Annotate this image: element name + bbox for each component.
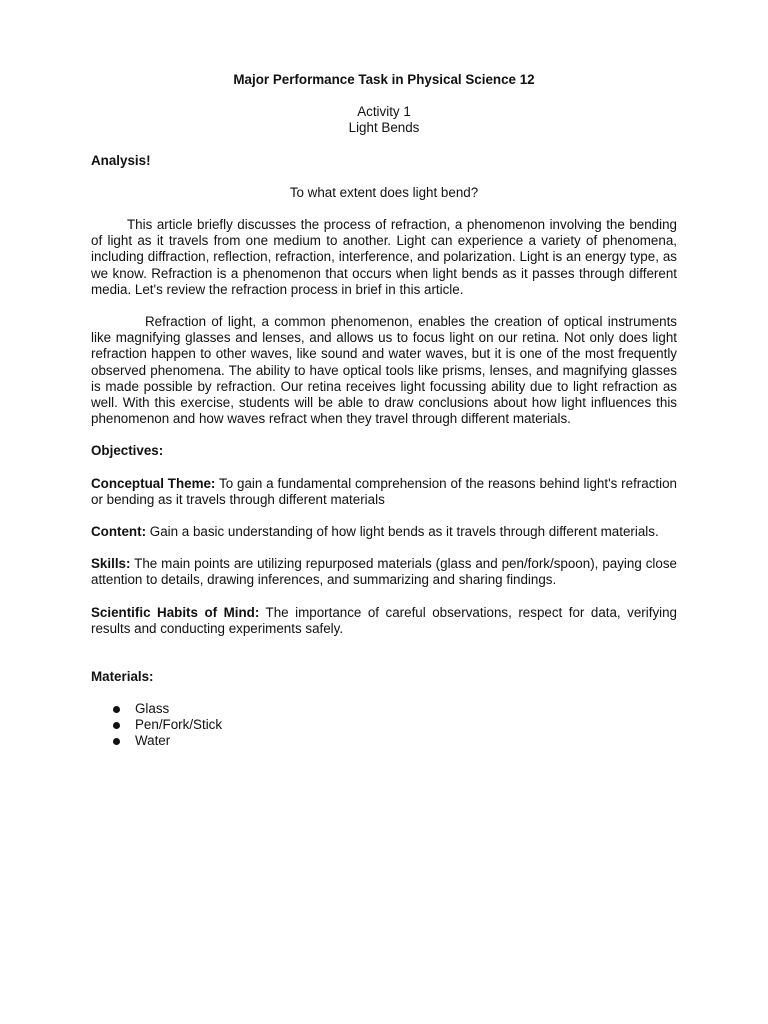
- document-content: [91, 72, 677, 749]
- objective-content: [91, 524, 677, 540]
- activity-name: Light Bends: [348, 120, 420, 136]
- analysis-heading: Analysis!: [91, 152, 151, 168]
- bullet-icon: [113, 738, 120, 745]
- objective-habits-of-mind: [91, 605, 677, 637]
- objective-text: The importance of careful observations, respect for data, verifying results and conducting experiments safely.: [91, 604, 678, 636]
- objective-text: Gain a basic understanding of how light bends as it travels through different materials.: [149, 524, 659, 540]
- bullet-icon: [113, 706, 120, 713]
- materials-heading: Materials:: [91, 669, 154, 685]
- objective-label: Conceptual Theme:: [91, 475, 216, 491]
- materials-list: [91, 701, 677, 749]
- list-item: [91, 733, 677, 749]
- objective-conceptual-theme: [91, 476, 677, 508]
- material-label: Glass: [135, 701, 170, 717]
- objective-text: The main points are utilizing repurposed materials (glass and pen/fork/spoon), paying close attention to details, drawing inferences, and summarizing and sharing findings.: [91, 556, 677, 588]
- paragraph-intro: This article briefly discusses the process of refraction, a phenomenon involving the bending of light as it travels from one medium to another. Light can experience a variety of phenomena, including diffraction, reflection, refraction, interference, and polarization. Light is an energy type, as we know. Refraction is a phenomenon that occurs when light bends as it passes through different media. Let's review the refraction process in brief in this article.: [91, 217, 677, 297]
- list-item: [91, 701, 677, 717]
- list-item: [91, 717, 677, 733]
- objectives-heading: Objectives:: [91, 443, 164, 459]
- material-label: Pen/Fork/Stick: [135, 717, 223, 733]
- material-label: Water: [135, 733, 171, 749]
- objective-text: To gain a fundamental comprehension of the reasons behind light's refraction or bending as it travels through different materials: [91, 475, 678, 507]
- guiding-question: To what extent does light bend?: [289, 184, 479, 200]
- objective-skills: [91, 556, 677, 588]
- objective-label: Scientific Habits of Mind:: [91, 604, 260, 620]
- document-title: Major Performance Task in Physical Science 12: [233, 72, 535, 87]
- objective-label: Content:: [91, 524, 147, 540]
- bullet-icon: [113, 722, 120, 729]
- objective-label: Skills:: [91, 556, 131, 572]
- activity-number: Activity 1: [357, 104, 411, 120]
- paragraph-refraction: Refraction of light, a common phenomenon, enables the creation of optical instruments like magnifying glasses and lenses, and allows us to focus light on our retina. Not only does light refraction happen to other waves, like sound and water waves, but it is one of the most frequently observed phenomena. The ability to have optical tools like prisms, lenses, and magnifying glasses is made possible by refraction. Our retina receives light focussing ability due to light refraction as well. With this exercise, students will be able to draw conclusions about how light influences this phenomenon and how waves refract when they travel through different materials.: [91, 314, 677, 427]
